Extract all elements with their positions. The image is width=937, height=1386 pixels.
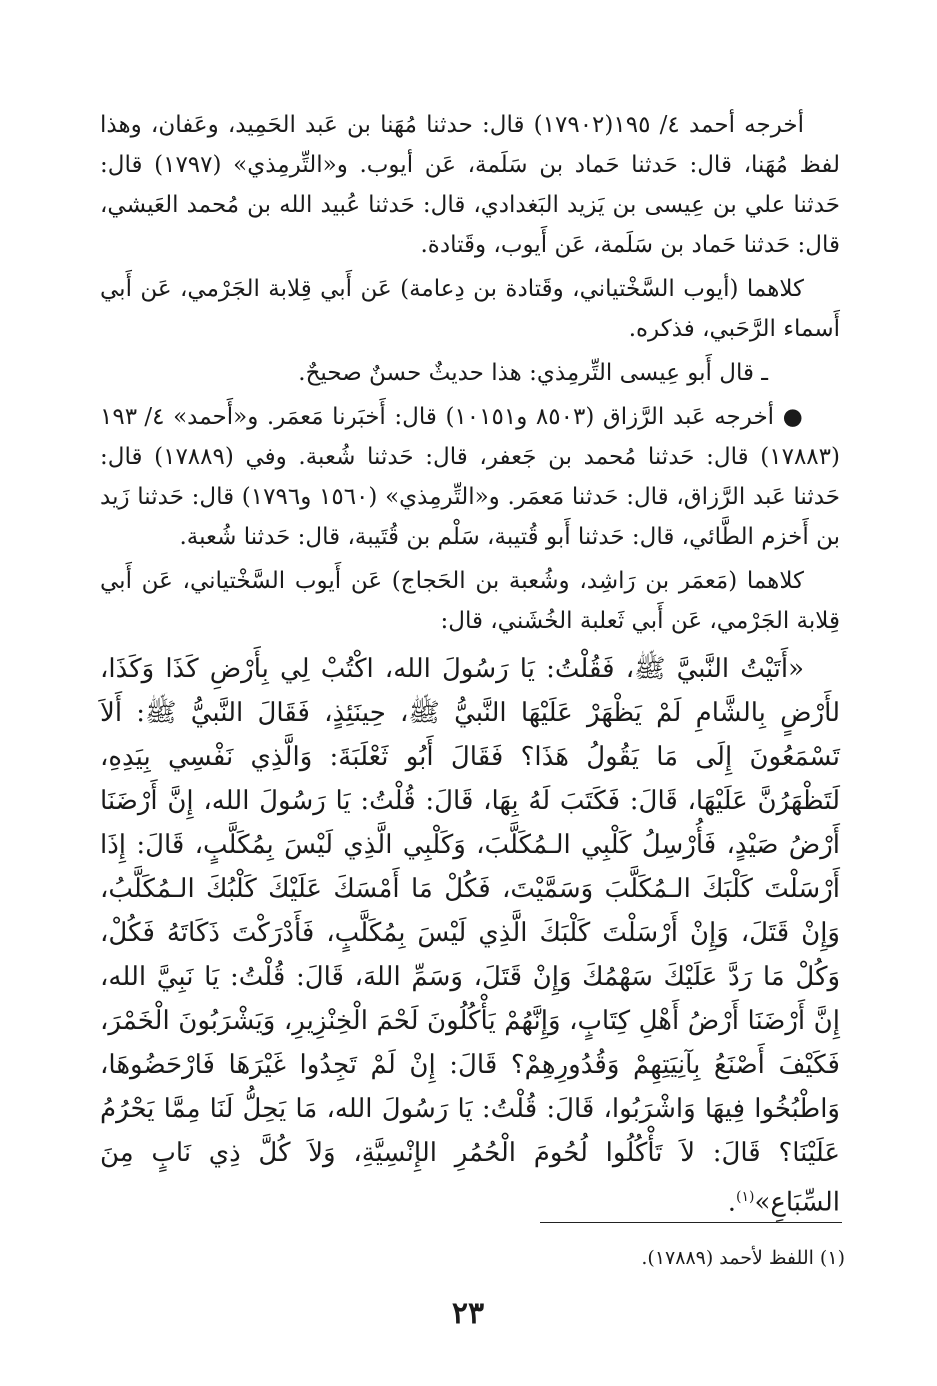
tirmidhi-grading: ـ قال أَبو عِيسى التِّرمِذي: هذا حديثٌ حسنٌ صحيحٌ. bbox=[298, 360, 768, 386]
page-body bbox=[100, 105, 840, 1225]
isnad-paragraph-1: كلاهما (أيوب السَّخْتياني، وقَتادة بن دِعامة) عَن أَبي قِلابة الجَرْمي، عَن أَبي أَسماء الرَّحَبي، فذكره. bbox=[100, 276, 840, 342]
footnote-separator bbox=[540, 1222, 842, 1223]
takhrij-paragraph-1: أخرجه أحمد ٤/ ١٩٥(١٧٩٠٢) قال: حدثنا مُهَنا بن عَبد الحَمِيد، وعَفان، وهذا لفظ مُهَنا، قال: حَدثنا حَماد بن سَلَمة، عَن أيوب. و«التِّرمِذي» (١٧٩٧) قال: حَدثنا علي بن عِيسى بن يَزيد البَغدادي، قال: حَدثنا عُبيد الله بن مُحمد العَيشي، قال: حَدثنا حَماد بن سَلَمة، عَن أَيوب، وقَتادة. bbox=[100, 112, 841, 258]
takhrij-paragraph-2: ● أخرجه عَبد الرَّزاق (٨٥٠٣ و١٠١٥١) قال: أَخبَرنا مَعمَر. و«أَحمد» ٤/ ١٩٣ (١٧٨٨٣) قال: حَدثنا مُحمد بن جَعفر، قال: حَدثنا شُعبة. وفي (١٧٨٨٩) قال: حَدثنا عَبد الرَّزاق، قال: حَدثنا مَعمَر. و«التِّرمِذي» (١٥٦٠ و١٧٩٦) قال: حَدثنا زَيد بن أَخزم الطَّائي، قال: حَدثنا أَبو قُتيبة، سَلْم بن قُتَيبة، قال: حَدثنا شُعبة. bbox=[100, 404, 841, 550]
hadith-end-mark: . bbox=[727, 1187, 736, 1218]
footnote-marker: (١) bbox=[736, 1189, 755, 1205]
footnote: (١) اللفظ لأحمد (١٧٨٨٩). bbox=[641, 1247, 845, 1269]
hadith-matn: «أَتَيْتُ النَّبيَّ ﷺ، فَقُلْتُ: يَا رَسُولَ الله، اكْتُبْ لِي بِأَرْضِ كَذَا وَكَذَا، لأَرْضٍ بِالشَّامِ لَمْ يَظْهَرْ عَلَيْهَا النَّبيُّ ﷺ، حِينَئِذٍ، فَقَالَ النَّبيُّ ﷺ: أَلاَ تَسْمَعُونَ إِلَى مَا يَقُولُ هَذَا؟ فَقَالَ أَبُو ثَعْلَبَةَ: وَالَّذِي نَفْسِي بِيَدِهِ، لَتَظْهَرُنَّ عَلَيْهَا، قَالَ: فَكَتَبَ لَهُ بِهَا، قَالَ: قُلْتُ: يَا رَسُولَ الله، إِنَّ أَرْضَنَا أَرْضُ صَيْدٍ، فَأُرْسِلُ كَلْبِي الـمُكَلَّبَ، وَكَلْبِي الَّذِي لَيْسَ بِمُكَلَّبٍ، قَالَ: إِذَا أَرْسَلْتَ كَلْبَكَ الـمُكَلَّبَ وَسَمَّيْتَ، فَكُلْ مَا أَمْسَكَ عَلَيْكَ كَلْبُكَ الـمُكَلَّبُ، وَإِنْ قَتَلَ، وَإِنْ أَرْسَلْتَ كَلْبَكَ الَّذِي لَيْسَ بِمُكَلَّبٍ، فَأَدْرَكْتَ ذَكَاتَهُ فَكُلْ، وَكُلْ مَا رَدَّ عَلَيْكَ سَهْمُكَ وَإِنْ قَتَلَ، وَسَمِّ اللهَ، قَالَ: قُلْتُ: يَا نَبِيَّ الله، إِنَّ أَرْضَنَا أَرْضُ أَهْلِ كِتَابٍ، وَإِنَّهُمْ يَأْكُلُونَ لَحْمَ الْخِنْزِيرِ، وَيَشْرَبُونَ الْخَمْرَ، فَكَيْفَ أَصْنَعُ بِآنِيَتِهِمْ وَقُدُورِهِمْ؟ قَالَ: إِنْ لَمْ تَجِدُوا غَيْرَهَا فَارْحَضُوهَا، وَاطْبُخُوا فِيهَا وَاشْرَبُوا، قَالَ: قُلْتُ: يَا رَسُولَ الله، مَا يَحِلُّ لَنَا مِمَّا يَحْرُمُ عَلَيْنَا؟ قَالَ: لاَ تَأْكُلُوا لُحُومَ الْحُمُرِ الإِنْسِيَّةِ، وَلاَ كُلَّ ذِي نَابٍ مِنَ السِّبَاعِ» bbox=[100, 654, 840, 1218]
hadith-text bbox=[100, 647, 840, 1225]
isnad-paragraph-2: كلاهما (مَعمَر بن رَاشِد، وشُعبة بن الحَجاج) عَن أَيوب السَّخْتياني، عَن أَبي قِلابة الجَرْمي، عَن أَبي ثَعلبة الخُشَني، قال: bbox=[100, 568, 840, 634]
page-number: ٢٣ bbox=[451, 1296, 485, 1331]
